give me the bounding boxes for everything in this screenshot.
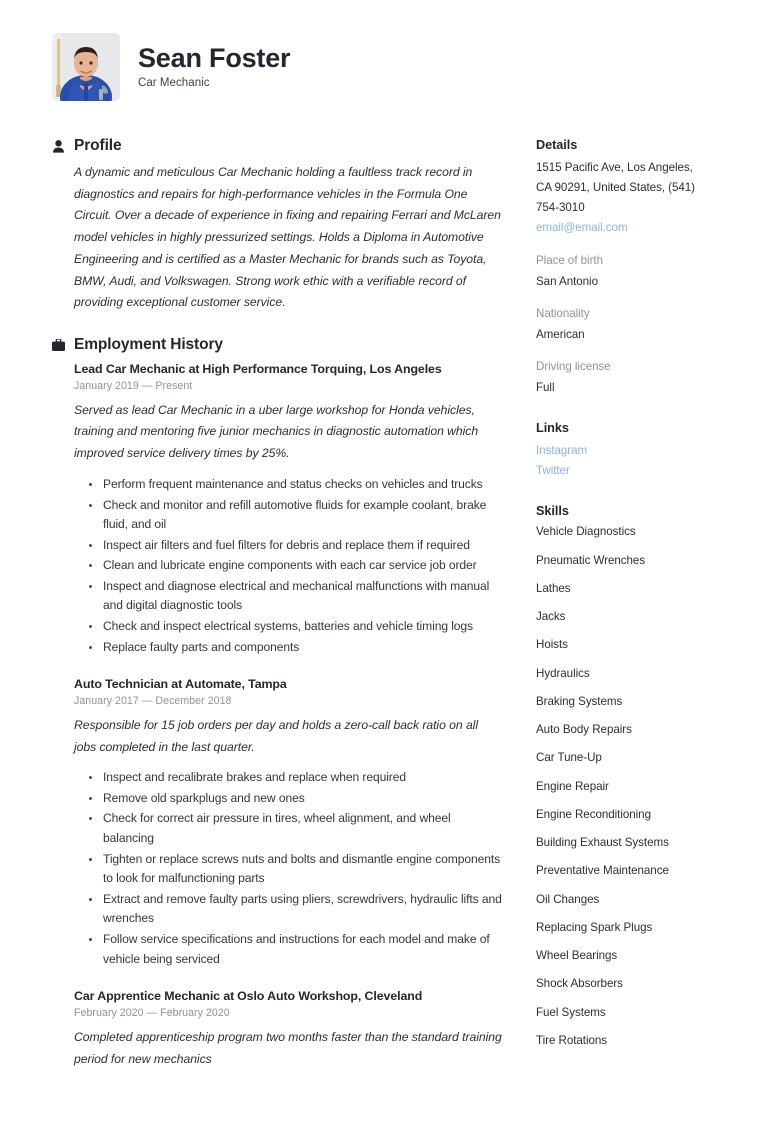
list-item: Check for correct air pressure in tires, wheel alignment, and wheel balancing [103, 809, 502, 848]
job-entry [74, 361, 502, 657]
avatar [52, 33, 120, 101]
job-description: Responsible for 15 job orders per day and holds a zero-call back ratio on all jobs completed in the last quarter. [74, 717, 478, 754]
list-item: Inspect air filters and fuel filters for debris and replace them if required [103, 536, 502, 556]
list-item: Pneumatic Wrenches [536, 553, 646, 567]
job-dates: February 2020 — February 2020 [74, 1006, 230, 1019]
sidebar-section-links [536, 421, 762, 481]
list-item: Hoists [536, 638, 568, 652]
job-heading [74, 676, 502, 693]
job-entry [74, 676, 502, 969]
details-title: Details [536, 138, 578, 152]
detail-label: Place of birth [536, 253, 603, 267]
resume-header [52, 33, 728, 101]
job-dates: January 2019 — Present [74, 379, 193, 392]
sidebar [536, 137, 762, 1068]
email-link[interactable]: email@email.com [536, 220, 628, 234]
profile-text: A dynamic and meticulous Car Mechanic holding a faultless track record in diagnostics and repairs for high-performance vehicles in the Formula One Circuit. Over a decade of experience in fixing and repairing Ferrari and McLaren model vehicles in highly pressurized settings. Holds a Diploma in Automotive Engineering and is certified as a Master Mechanic for brands such as Toyota, BMW, Audi, and Volkswagen. Strong work ethic with a verifiable record of providing exceptional customer service. [74, 165, 501, 310]
job-entry [74, 988, 502, 1070]
address-line: CA 90291, United States, (541) [536, 180, 695, 194]
employment-list [52, 361, 502, 1070]
list-item: Replace faulty parts and components [103, 638, 502, 658]
links-title: Links [536, 420, 569, 435]
detail-value: San Antonio [536, 274, 598, 288]
list-item: Inspect and diagnose electrical and mechanical malfunctions with manual and digital diagnostic tools [103, 577, 502, 616]
profile-header [52, 137, 502, 155]
list-item: Replacing Spark Plugs [536, 920, 653, 934]
page-title: Sean Foster [138, 42, 291, 73]
detail-value: Full [536, 380, 555, 394]
list-item: Perform frequent maintenance and status checks on vehicles and trucks [103, 475, 502, 495]
name-block [138, 43, 290, 91]
list-item: Inspect and recalibrate brakes and replace when required [103, 768, 502, 788]
links-list [536, 441, 762, 481]
address-line: 754-3010 [536, 200, 585, 214]
briefcase-icon [52, 338, 65, 353]
detail-label: Driving license [536, 359, 611, 373]
section-employment [52, 336, 502, 1070]
job-heading [74, 988, 502, 1005]
job-description: Served as lead Car Mechanic in a uber large workshop for Honda vehicles, training and mentoring five junior mechanics in diagnostic automation which improved service delivery times by 25%. [74, 402, 479, 461]
list-item: Jacks [536, 610, 566, 624]
job-dates: January 2017 — December 2018 [74, 694, 232, 707]
job-employer: High Performance Torquing, Los Angeles [202, 362, 442, 377]
list-item: Building Exhaust Systems [536, 836, 669, 850]
list-item: Engine Reconditioning [536, 807, 651, 821]
job-employer: Oslo Auto Workshop, Cleveland [237, 989, 423, 1004]
job-employer: Automate, Tampa [185, 677, 287, 692]
link-instagram[interactable]: Instagram [536, 443, 588, 457]
list-item: Shock Absorbers [536, 977, 623, 991]
section-profile [52, 137, 502, 314]
job-bullets [74, 768, 502, 969]
detail-field-driving-license [536, 358, 762, 397]
content-columns [52, 137, 728, 1092]
job-role: Lead Car Mechanic at [74, 362, 200, 377]
list-item: Braking Systems [536, 694, 623, 708]
list-item: Remove old sparkplugs and new ones [103, 789, 502, 809]
detail-label: Nationality [536, 306, 590, 320]
job-heading [74, 361, 502, 378]
main-column [52, 137, 502, 1092]
list-item: Lathes [536, 581, 571, 595]
list-item: Extract and remove faulty parts using pliers, screwdrivers, hydraulic lifts and wrenches [103, 890, 502, 929]
list-item: Clean and lubricate engine components with each car service job order [103, 556, 502, 576]
person-icon [52, 139, 65, 154]
detail-field-nationality [536, 305, 762, 344]
sidebar-section-skills [536, 504, 762, 1048]
job-role: Car Apprentice Mechanic at [74, 989, 235, 1004]
job-bullets [74, 475, 502, 657]
list-item: Follow service specifications and instructions for each model and make of vehicle being serviced [103, 930, 502, 969]
job-description: Completed apprenticeship program two months faster than the standard training period for new mechanics [74, 1029, 502, 1066]
skills-list [536, 524, 762, 1048]
skills-title: Skills [536, 504, 569, 519]
list-item: Oil Changes [536, 892, 600, 906]
address-line: 1515 Pacific Ave, Los Angeles, [536, 161, 693, 174]
list-item: Preventative Maintenance [536, 864, 669, 878]
employment-header [52, 336, 502, 354]
detail-field-place-of-birth [536, 252, 762, 291]
employment-title: Employment History [74, 336, 223, 354]
list-item: Wheel Bearings [536, 949, 618, 963]
job-subtitle: Car Mechanic [138, 77, 210, 90]
list-item: Car Tune-Up [536, 751, 602, 765]
link-twitter[interactable]: Twitter [536, 463, 570, 477]
list-item: Auto Body Repairs [536, 723, 632, 737]
list-item: Vehicle Diagnostics [536, 525, 636, 539]
detail-value: American [536, 327, 585, 341]
profile-title: Profile [74, 137, 122, 154]
list-item: Tire Rotations [536, 1033, 608, 1047]
list-item: Engine Repair [536, 779, 609, 793]
list-item: Tighten or replace screws nuts and bolts and dismantle engine components to look for malfunctioning parts [103, 850, 502, 889]
list-item: Fuel Systems [536, 1005, 606, 1019]
list-item: Check and monitor and refill automotive fluids for example coolant, brake fluid, and oil [103, 496, 502, 535]
list-item: Check and inspect electrical systems, batteries and vehicle timing logs [103, 617, 502, 637]
sidebar-section-details [536, 138, 762, 397]
list-item: Hydraulics [536, 666, 590, 680]
job-role: Auto Technician at [74, 677, 183, 692]
